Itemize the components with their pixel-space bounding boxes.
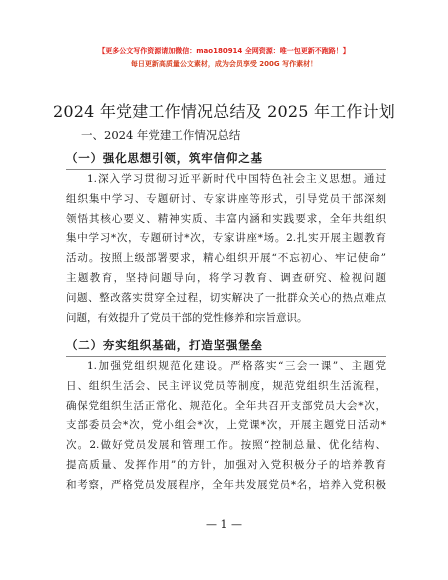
paragraph-1 <box>66 170 386 328</box>
paragraph-line: 次。2.做好党员发展和管理工作。按照“控制总量、优化结构、 <box>66 439 386 452</box>
paragraph-line: 集中学习*次，专题研讨*次，专家讲座*场。2.扎实开展主题教育 <box>66 232 386 245</box>
paragraph-line: 问题，有效提升了党员干部的党性修养和宗旨意识。 <box>66 311 308 324</box>
subheading-2: （二）夯实组织基础，打造坚强堡垒 <box>66 338 263 352</box>
paragraph-line: 领悟其核心要义、精神实质、丰富内涵和实践要求，全年共组织 <box>66 212 386 225</box>
paragraph-line: 确保党组织生活正常化、规范化。全年共召开支部党员大会*次， <box>66 399 386 412</box>
paragraph-line: 问题、整改落实贯穿全过程，切实解决了一批群众关心的热点难点 <box>66 291 386 304</box>
document-title: 2024 年党建工作情况总结及 2025 年工作计划 <box>53 102 395 121</box>
paragraph-2 <box>66 357 386 496</box>
promo-banner-line1: 【更多公文写作资源请加微信：mao180914 全网资源：唯一包更新不跑路！】 <box>98 47 350 55</box>
paragraph-line: 和考察，严格党员发展程序，全年共发展党员*名，培养入党积极 <box>66 478 386 491</box>
paragraph-line: 主题教育，坚持问题导向，将学习教育、调查研究、检视问题 <box>66 271 386 284</box>
paragraph-line: 活动。按照上级部署要求，精心组织开展“不忘初心、牢记使命” <box>66 252 386 265</box>
promo-banner-line2: 每日更新高质量公文素材，成为会员享受 200G 写作素材！ <box>130 60 318 68</box>
paragraph-line: 日、组织生活会、民主评议党员等制度，规范党组织生活流程， <box>66 379 386 392</box>
paragraph-line: 组织集中学习、专题研讨、专家讲座等形式，引导党员干部深刻 <box>66 192 386 205</box>
paragraph-line: 提高质量、发挥作用”的方针，加强对入党积极分子的培养教育 <box>66 458 386 471</box>
paragraph-line: 1.加强党组织规范化建设。严格落实“三会一课”、主题党 <box>87 360 386 372</box>
page-number: — 1 — <box>206 518 242 531</box>
subheading-1: （一）强化思想引领，筑牢信仰之基 <box>66 151 263 165</box>
paragraph-line: 1.深入学习贯彻习近平新时代中国特色社会主义思想。通过 <box>87 173 386 185</box>
paragraph-line: 支部委员会*次，党小组会*次，上党课*次，开展主题党日活动* <box>66 419 386 432</box>
section-heading: 一、2024 年党建工作情况总结 <box>81 128 241 142</box>
